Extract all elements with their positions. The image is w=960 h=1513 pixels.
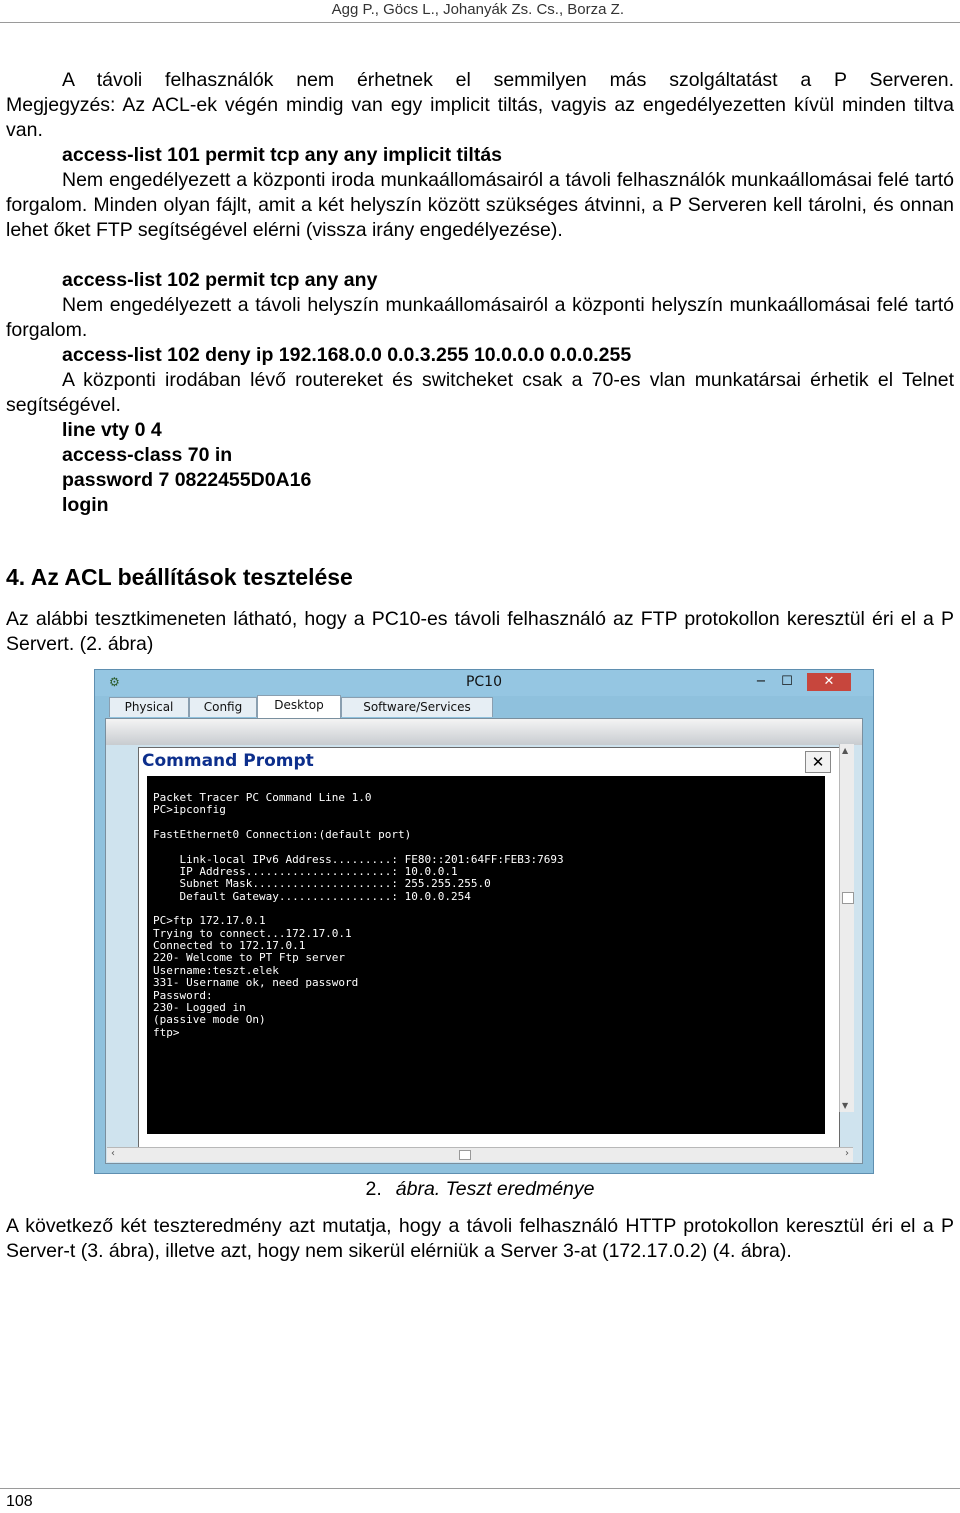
desktop-panel: [105, 718, 863, 1164]
command-prompt-titlebar: [139, 750, 839, 776]
command-acl-102-deny: access-list 102 deny ip 192.168.0.0 0.0.3.255 10.0.0.0 0.0.0.255: [62, 344, 632, 366]
caption-text: ábra. Teszt eredménye: [395, 1178, 595, 1200]
paragraph-test-output: Az alábbi tesztkimeneten látható, hogy a PC10-es távoli felhasználó az FTP protokollon keresztül éri el a P Servert. (2. ábra): [6, 608, 954, 655]
scroll-thumb[interactable]: [842, 892, 854, 904]
tab-config[interactable]: Config: [189, 697, 257, 717]
terminal-line: 220- Welcome to PT Ftp server: [153, 951, 346, 965]
caption-number: 2.: [365, 1178, 382, 1200]
paragraph-next-tests: A következő két teszteredmény azt mutatja, hogy a távoli felhasználó HTTP protokollon keresztül éri el a P Server-t (3. ábra), illetve azt, hogy nem sikerül elérniük a Server 3-at (172.17.0.2) (4. ábra).: [6, 1215, 954, 1262]
section-heading: 4. Az ACL beállítások tesztelése: [6, 564, 353, 590]
command-acl-101: access-list 101 permit tcp any any implicit tiltás: [62, 144, 503, 166]
terminal-line: Trying to connect...172.17.0.1: [153, 926, 352, 940]
packet-tracer-icon: ⚙: [109, 675, 120, 689]
horizontal-scrollbar[interactable]: [107, 1147, 853, 1162]
desktop-icon-strip: [106, 719, 862, 745]
window-title: PC10: [465, 674, 503, 690]
tab-physical[interactable]: Physical: [109, 697, 189, 717]
scroll-left-icon[interactable]: ‹: [111, 1148, 115, 1159]
paragraph-note: Megjegyzés: Az ACL-ek végén mindig van egy implicit tiltás, vagyis az engedélyezetten kívül minden tiltva van.: [6, 94, 954, 141]
command-prompt-title: Command Prompt: [142, 751, 314, 771]
tab-software-services[interactable]: Software/Services: [341, 697, 493, 717]
vertical-scrollbar[interactable]: [839, 744, 854, 1112]
terminal-line: Connected to 172.17.0.1: [153, 939, 306, 953]
command-access-class: access-class 70 in: [62, 444, 233, 466]
terminal-line: PC>ipconfig: [153, 803, 226, 817]
minimize-icon[interactable]: −: [755, 674, 767, 689]
command-password: password 7 0822455D0A16: [62, 469, 312, 491]
close-icon[interactable]: ✕: [807, 673, 851, 691]
terminal-line: Link-local IPv6 Address.........: FE80::201:64FF:FEB3:7693: [153, 852, 564, 866]
page-footer: [0, 1488, 960, 1513]
terminal-line: [153, 841, 825, 853]
figure-caption: [0, 1178, 960, 1201]
paragraph-telnet: A központi irodában lévő routereket és switcheket csak a 70-es vlan munkatársai érhetik el Telnet segítségével.: [6, 369, 954, 416]
command-acl-102-permit: access-list 102 permit tcp any any: [62, 269, 378, 291]
header-authors: Agg P., Göcs L., Johanyák Zs. Cs., Borza Z.: [331, 1, 624, 18]
paragraph-remote-users: A távoli felhasználók nem érhetnek el semmilyen más szolgáltatást a P Serveren.: [62, 69, 954, 91]
command-line-vty: line vty 0 4: [62, 419, 162, 441]
terminal-line: 331- Username ok, need password: [153, 976, 359, 990]
terminal-line: PC>ftp 172.17.0.1: [153, 914, 266, 928]
terminal-line: Packet Tracer PC Command Line 1.0: [153, 791, 372, 804]
terminal-line: Subnet Mask.....................: 255.255.255.0: [153, 877, 491, 891]
scroll-right-icon[interactable]: ›: [845, 1148, 849, 1159]
terminal-line: IP Address......................: 10.0.0.1: [153, 865, 458, 879]
terminal-line: 230- Logged in: [153, 1000, 246, 1014]
scroll-thumb[interactable]: [459, 1150, 471, 1160]
maximize-icon[interactable]: ☐: [781, 674, 793, 689]
command-prompt-window: [138, 747, 840, 1149]
scroll-up-icon[interactable]: ▲: [842, 746, 849, 755]
page-number: 108: [6, 1493, 33, 1510]
terminal-line: Default Gateway.................: 10.0.0.254: [153, 889, 471, 903]
terminal-line: ftp>: [153, 1025, 180, 1039]
scroll-down-icon[interactable]: ▼: [842, 1101, 849, 1110]
terminal-line: FastEthernet0 Connection:(default port): [153, 828, 412, 842]
terminal-line: Username:teszt.elek: [153, 963, 279, 977]
command-login: login: [62, 494, 109, 516]
pc10-window: [94, 669, 874, 1174]
terminal-output[interactable]: [147, 776, 825, 1134]
terminal-line: (passive mode On): [153, 1013, 266, 1027]
tab-desktop[interactable]: Desktop: [257, 695, 341, 718]
terminal-line: Password:: [153, 988, 213, 1002]
window-titlebar: [95, 670, 873, 696]
paragraph-remote-site: Nem engedélyezett a távoli helyszín munkaállomásairól a központi helyszín munkaállomásai felé tartó forgalom.: [6, 294, 954, 341]
page-header: [0, 0, 960, 23]
paragraph-central-office: Nem engedélyezett a központi iroda munkaállomásairól a távoli felhasználók munkaállomásai felé tartó forgalom. Minden olyan fájlt, amit a két helyszín között szükséges átvinni, a P Serveren kell tárolni, és onnan lehet őket FTP segítségével elérni (vissza irány engedélyezése).: [6, 169, 954, 241]
close-icon[interactable]: ✕: [805, 751, 831, 773]
